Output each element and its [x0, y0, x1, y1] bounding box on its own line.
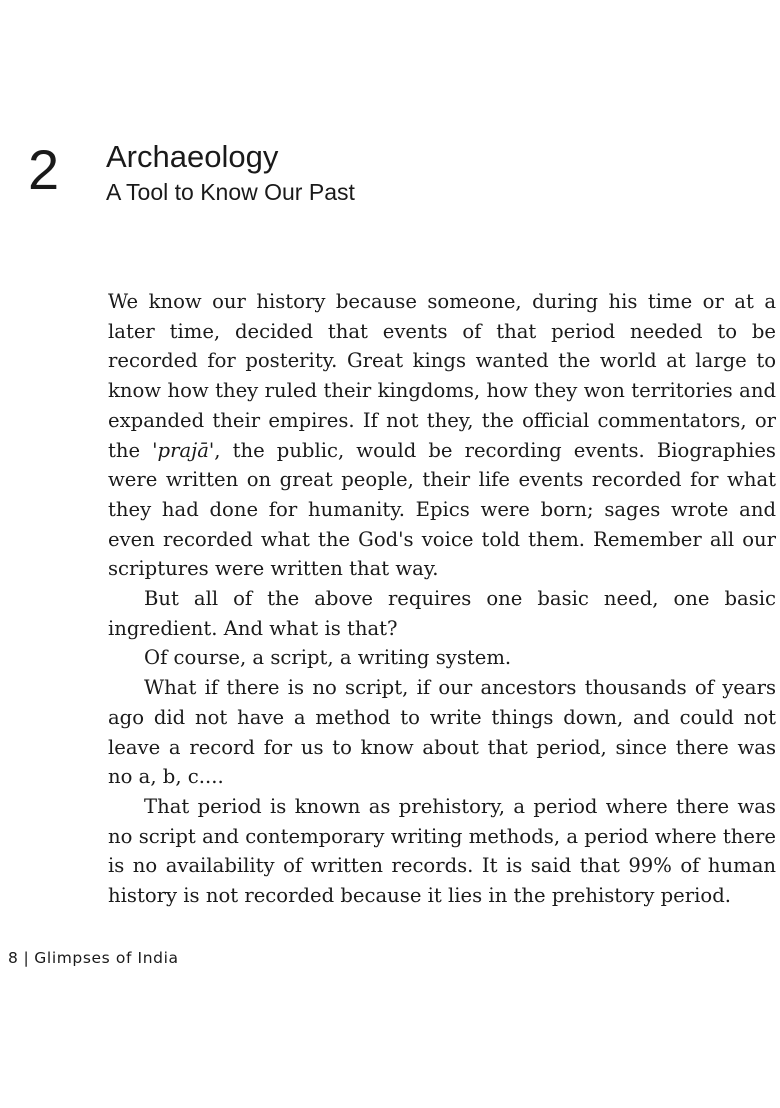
paragraph-3: Of course, a script, a writing system.: [144, 646, 512, 670]
page-footer: [8, 949, 179, 967]
paragraph-1-part-2: , the public, would be recording events. Biographies were written on great people, their life events recorded for what they had done for humanity. Epics were born; sages wrote and even recorded what the God's voice told them. Remember all our scriptures were written that way.: [108, 438, 776, 581]
paragraph-5: That period is known as prehistory, a period where there was no script and contemporary writing methods, a period where there is no availability of written records. It is said that 99% of human history is not recorded because it lies in the prehistory period.: [108, 794, 776, 908]
paragraph-2: But all of the above requires one basic need, one basic ingredient. And what is that?: [108, 587, 776, 640]
page-number: 8: [8, 949, 19, 967]
book-title: Glimpses of India: [34, 949, 179, 967]
paragraph-1: [108, 287, 776, 584]
chapter-title: Archaeology: [106, 139, 279, 174]
paragraph-1-part-1: We know our history because someone, during his time or at a later time, decided that events of that period needed to be recorded for posterity. Great kings wanted the world at large to know how they ruled their kingdoms, how they won territories and expanded their empires. If not they, the official commentators, or the: [108, 290, 776, 462]
footer-separator: |: [23, 949, 30, 967]
chapter-subtitle: A Tool to Know Our Past: [106, 179, 355, 205]
chapter-number: 2: [28, 138, 60, 201]
paragraph-4: What if there is no script, if our ancestors thousands of years ago did not have a method to write things down, and could not leave a record for us to know about that period, since there was no a, b, c....: [108, 676, 776, 789]
body-text: [108, 287, 776, 911]
praja-term: 'prajā': [152, 438, 215, 462]
